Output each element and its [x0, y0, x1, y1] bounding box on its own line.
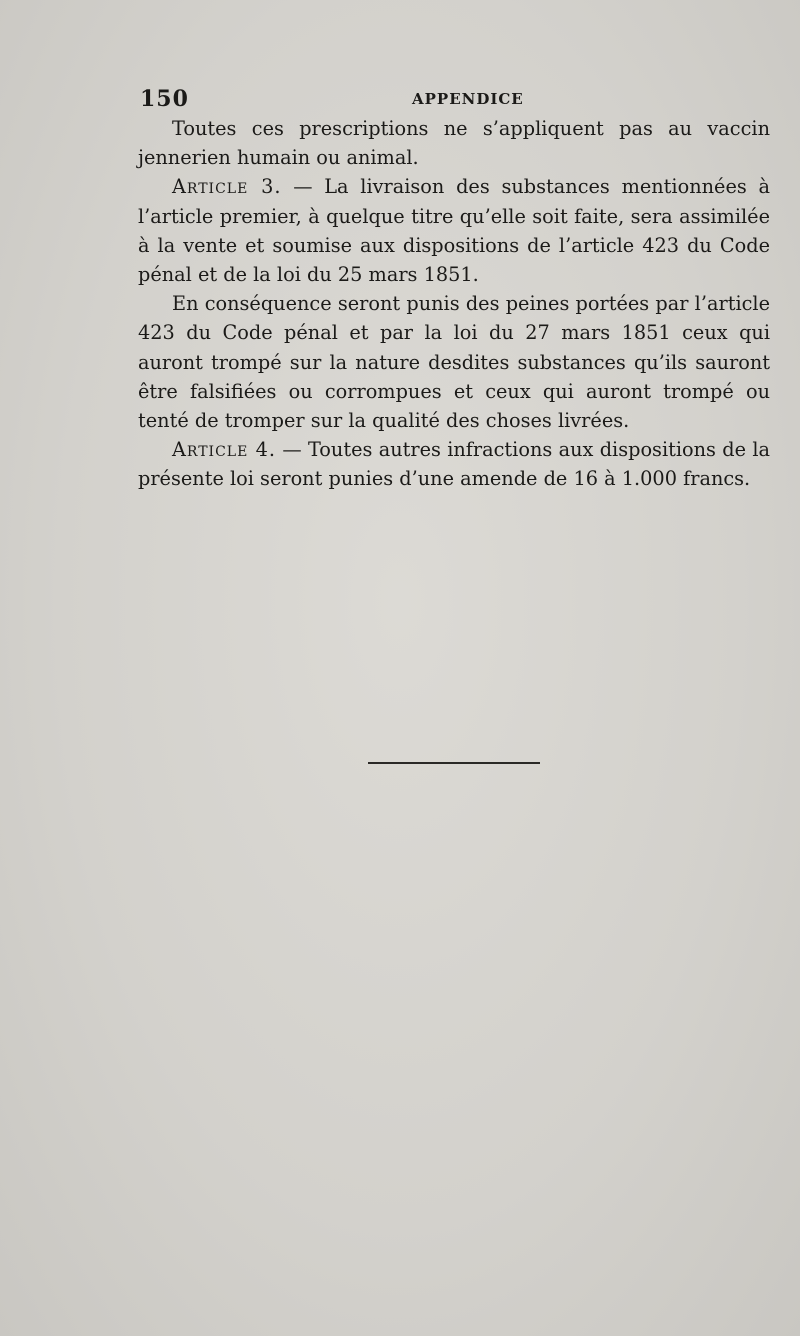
paragraph-text: — La livraison des substances mentionnées à l’article premier, à quelque titre qu’elle soit faite, sera assimilée à la vente et soumise aux dispositions de l’article 423 du Code pénal et de la loi du 25 mars 1851. [138, 175, 770, 287]
page-number: 150 [140, 86, 189, 112]
section-end-rule [368, 762, 540, 764]
paragraph-consequence [138, 289, 770, 435]
paragraph-text: En conséquence seront punis des peines portées par l’article 423 du Code pénal et par la loi du 27 mars 1851 ceux qui auront trompé sur la nature desdites substances qu’ils sauront être falsifiées ou corrompues et ceux qui auront trompé ou tenté de tromper sur la qualité des choses livrées. [138, 292, 770, 433]
article-3-label: Article 3. [172, 175, 282, 199]
section-title: APPENDICE [412, 90, 524, 108]
paragraph-article-3 [138, 172, 770, 289]
running-head [140, 86, 770, 112]
paragraph-text: — Toutes autres infractions aux dispositions de la présente loi seront punies d’une amende de 16 à 1.000 francs. [138, 438, 770, 491]
paragraph-article-4 [138, 435, 770, 493]
paragraph-vaccine-exemption [138, 114, 770, 172]
paragraph-text: Toutes ces prescriptions ne s’appliquent pas au vaccin jennerien humain ou animal. [138, 117, 770, 170]
body-text [138, 114, 770, 494]
article-4-label: Article 4. [172, 438, 277, 462]
